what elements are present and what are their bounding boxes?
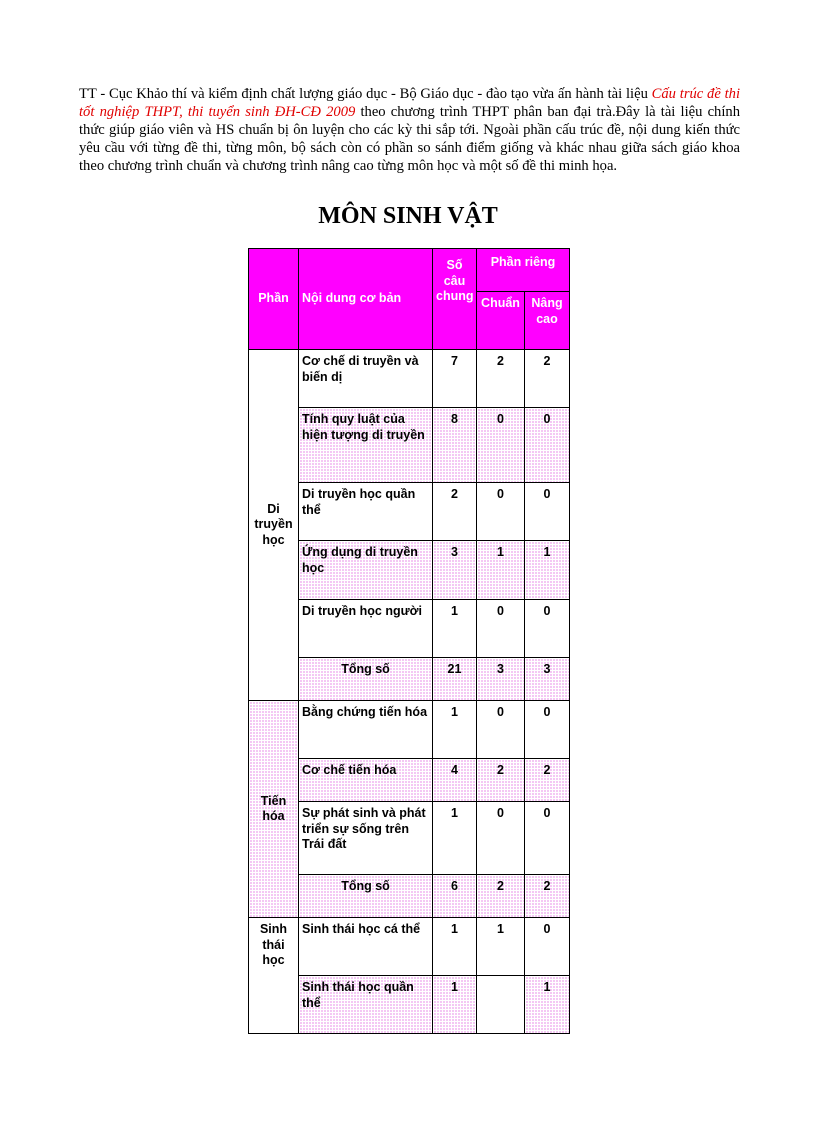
cell-chuan — [477, 976, 525, 1034]
cell-chuan: 0 — [477, 408, 525, 483]
cell-nang-cao: 2 — [525, 350, 570, 408]
cell-chung: 1 — [433, 802, 477, 875]
cell-nang-cao: 1 — [525, 541, 570, 600]
cell-nang-cao: 1 — [525, 976, 570, 1034]
cell-chuan: 2 — [477, 875, 525, 918]
cell-chung: 1 — [433, 976, 477, 1034]
intro-text-after: theo chương trình THPT phân ban đại trà.Đây là tài liệu chính thức giúp giáo viên và HS chuẩn bị ôn luyện cho các kỳ thi sắp tới. Ngoài phần cấu trúc đề, nội dung kiến thức yêu cầu với từng đề thi, từng môn, bộ sách còn có phần so sánh điểm giống và khác nhau giữa sách giáo khoa theo chương trình chuẩn và chương trình nâng cao từng môn học và một số đề thi minh họa. — [79, 103, 741, 175]
cell-chuan: 2 — [477, 350, 525, 408]
row-content: Di truyền học quần thể — [299, 483, 433, 541]
header-phan-rieng: Phần riêng — [477, 249, 570, 292]
cell-chuan: 0 — [477, 802, 525, 875]
cell-chung: 21 — [433, 658, 477, 701]
cell-chung: 1 — [433, 600, 477, 658]
header-nang-cao: Nâng cao — [525, 292, 570, 350]
part-sinh-thai-hoc: Sinh thái học — [249, 918, 299, 1034]
row-content: Sinh thái học cá thể — [299, 918, 433, 976]
cell-chuan: 2 — [477, 759, 525, 802]
row-content: Cơ chế tiến hóa — [299, 759, 433, 802]
row-content: Sinh thái học quần thể — [299, 976, 433, 1034]
intro-paragraph — [79, 85, 740, 176]
cell-nang-cao: 3 — [525, 658, 570, 701]
page-title: MÔN SINH VẬT — [318, 203, 498, 229]
cell-chuan: 3 — [477, 658, 525, 701]
cell-chuan: 0 — [477, 701, 525, 759]
row-content: Di truyền học người — [299, 600, 433, 658]
cell-chung: 4 — [433, 759, 477, 802]
intro-document-title: Cấu trúc đề thi tốt nghiệp THPT, thi tuyển sinh ĐH-CĐ 2009 — [79, 85, 741, 120]
row-content: Sự phát sinh và phát triển sự sống trên Trái đất — [299, 802, 433, 875]
cell-nang-cao: 0 — [525, 802, 570, 875]
cell-nang-cao: 0 — [525, 701, 570, 759]
cell-chung: 3 — [433, 541, 477, 600]
cell-nang-cao: 2 — [525, 875, 570, 918]
cell-nang-cao: 0 — [525, 483, 570, 541]
exam-structure-table — [248, 248, 570, 1034]
cell-nang-cao: 0 — [525, 918, 570, 976]
header-so-cau-chung: Số câu chung — [433, 249, 477, 350]
row-content: Cơ chế di truyền và biến dị — [299, 350, 433, 408]
cell-nang-cao: 2 — [525, 759, 570, 802]
cell-chung: 6 — [433, 875, 477, 918]
cell-chuan: 1 — [477, 918, 525, 976]
cell-chung: 7 — [433, 350, 477, 408]
row-content: Bằng chứng tiến hóa — [299, 701, 433, 759]
cell-chuan: 1 — [477, 541, 525, 600]
cell-chung: 1 — [433, 701, 477, 759]
header-chuan: Chuẩn — [477, 292, 525, 350]
cell-nang-cao: 0 — [525, 408, 570, 483]
header-noi-dung: Nội dung cơ bản — [299, 249, 433, 350]
cell-chung: 1 — [433, 918, 477, 976]
part-di-truyen-hoc: Di truyền học — [249, 350, 299, 701]
cell-nang-cao: 0 — [525, 600, 570, 658]
cell-chuan: 0 — [477, 483, 525, 541]
cell-chung: 8 — [433, 408, 477, 483]
cell-chuan: 0 — [477, 600, 525, 658]
row-total: Tổng số — [299, 875, 433, 918]
part-tien-hoa: Tiến hóa — [249, 701, 299, 918]
intro-text-before: TT - Cục Khảo thí và kiểm định chất lượng giáo dục - Bộ Giáo dục - đào tạo vừa ấn hành tài liệu — [79, 85, 652, 102]
header-phan: Phần — [249, 249, 299, 350]
row-content: Ứng dụng di truyền học — [299, 541, 433, 600]
row-content: Tính quy luật của hiện tượng di truyền — [299, 408, 433, 483]
row-total: Tổng số — [299, 658, 433, 701]
cell-chung: 2 — [433, 483, 477, 541]
